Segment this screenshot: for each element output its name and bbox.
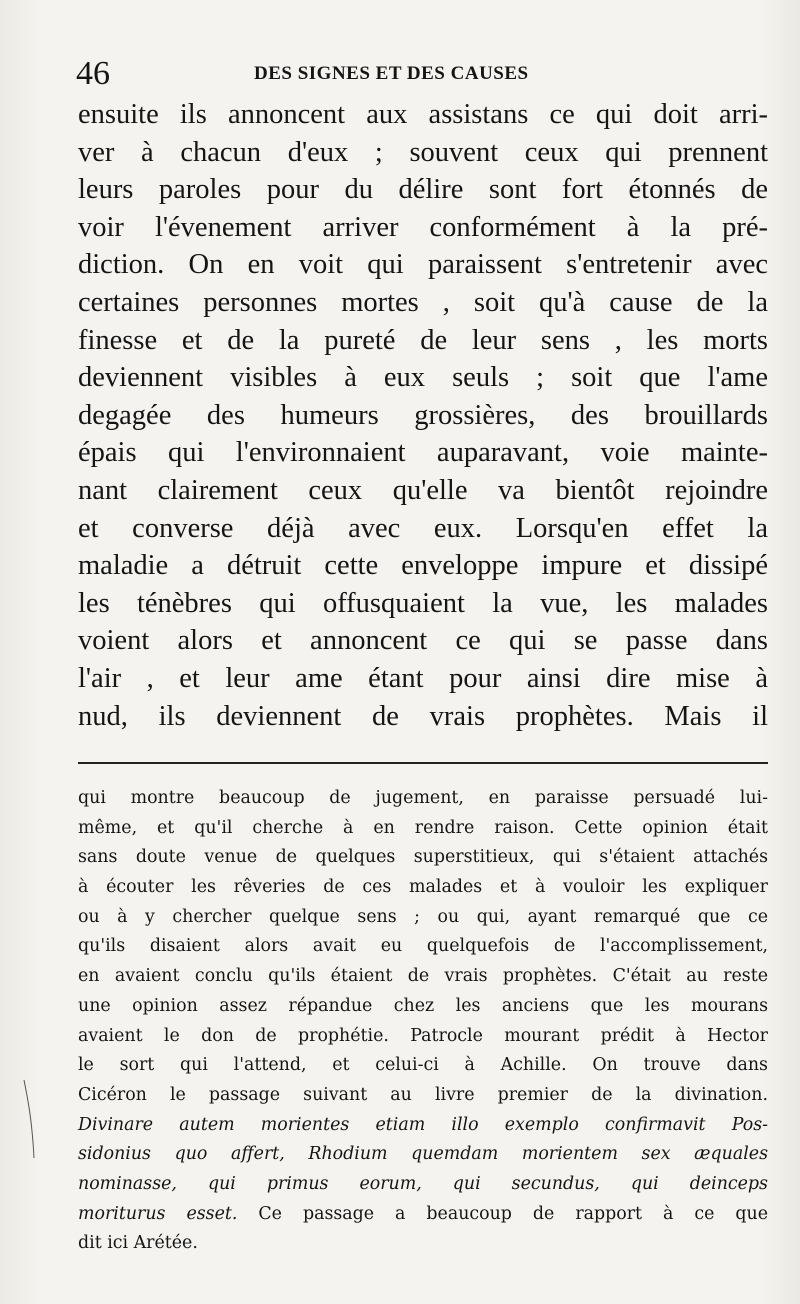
- latin-quote-line: Divinare autem morientes etiam illo exemplo confirmavit Pos-: [78, 1114, 768, 1135]
- footnote-line: le sort qui l'attend, et celui-ci à Achille. On trouve dans: [78, 1055, 768, 1076]
- footnote-line: avaient le don de prophétie. Patrocle mourant prédit à Hector: [78, 1025, 768, 1046]
- footnote: [78, 784, 768, 1259]
- latin-quote-line: nominasse, qui primus eorum, qui secundus, qui deinceps: [78, 1173, 768, 1194]
- footnote-line: même, et qu'il cherche à en rendre raison. Cette opinion était: [78, 817, 768, 838]
- footnote-line: qui montre beaucoup de jugement, en paraisse persuadé lui-: [78, 788, 768, 808]
- footnote-line-remainder: Ce passage a beaucoup de rapport à ce que: [237, 1203, 768, 1224]
- footnote-line: à écouter les rêveries de ces malades et à vouloir les expliquer: [78, 877, 768, 898]
- text-line: les ténèbres qui offusquaient la vue, les malades: [78, 587, 768, 619]
- main-text: [78, 96, 768, 735]
- latin-quote-end: moriturus esset.: [78, 1203, 238, 1224]
- text-line: voient alors et annoncent ce qui se passe dans: [78, 625, 768, 657]
- text-line: ver à chacun d'eux ; souvent ceux qui prennent: [78, 136, 768, 168]
- latin-quote-line: sidonius quo affert, Rhodium quemdam morientem sex æquales: [78, 1144, 768, 1165]
- footnote-line: ou à y chercher quelque sens ; ou qui, ayant remarqué que ce: [78, 906, 768, 927]
- footnote-final-line: dit ici Arétée.: [78, 1233, 198, 1254]
- text-line: leurs paroles pour du délire sont fort étonnés de: [78, 174, 768, 206]
- text-line: nant clairement ceux qu'elle va bientôt rejoindre: [78, 474, 768, 506]
- footnote-line: une opinion assez répandue chez les anciens que les mourans: [78, 995, 768, 1016]
- footnote-line: en avaient conclu qu'ils étaient de vrais prophètes. C'était au reste: [78, 966, 768, 987]
- text-line: maladie a détruit cette enveloppe impure et dissipé: [78, 550, 768, 582]
- text-line: certaines personnes mortes , soit qu'à cause de la: [78, 286, 768, 318]
- text-line: nud, ils deviennent de vrais prophètes. Mais il: [78, 700, 768, 732]
- running-title: DES SIGNES ET DES CAUSES: [254, 63, 529, 84]
- text-line: épais qui l'environnaient auparavant, voie mainte-: [78, 437, 768, 469]
- text-line: diction. On en voit qui paraissent s'entretenir avec: [78, 249, 768, 281]
- text-line: voir l'évenement arriver conformément à la pré-: [78, 211, 768, 243]
- footnote-line: qu'ils disaient alors avait eu quelquefois de l'accomplissement,: [78, 936, 768, 957]
- text-line: ensuite ils annoncent aux assistans ce qui doit arri-: [78, 99, 768, 130]
- text-line: et converse déjà avec eux. Lorsqu'en effet la: [78, 512, 768, 544]
- text-line: degagée des humeurs grossières, des brouillards: [78, 399, 768, 431]
- margin-pencil-mark: [22, 1080, 36, 1160]
- footnote-divider: [78, 762, 768, 764]
- text-line: deviennent visibles à eux seuls ; soit que l'ame: [78, 362, 768, 394]
- footnote-line: sans doute venue de quelques superstitieux, qui s'étaient attachés: [78, 847, 768, 868]
- page-header: [76, 56, 766, 92]
- footnote-line: Cicéron le passage suivant au livre premier de la divination.: [78, 1084, 768, 1105]
- page-number: 46: [76, 55, 110, 92]
- text-line: l'air , et leur ame étant pour ainsi dire mise à: [78, 662, 768, 694]
- text-line: finesse et de la pureté de leur sens , les morts: [78, 324, 768, 356]
- footnote-mixed-line: [78, 1200, 768, 1230]
